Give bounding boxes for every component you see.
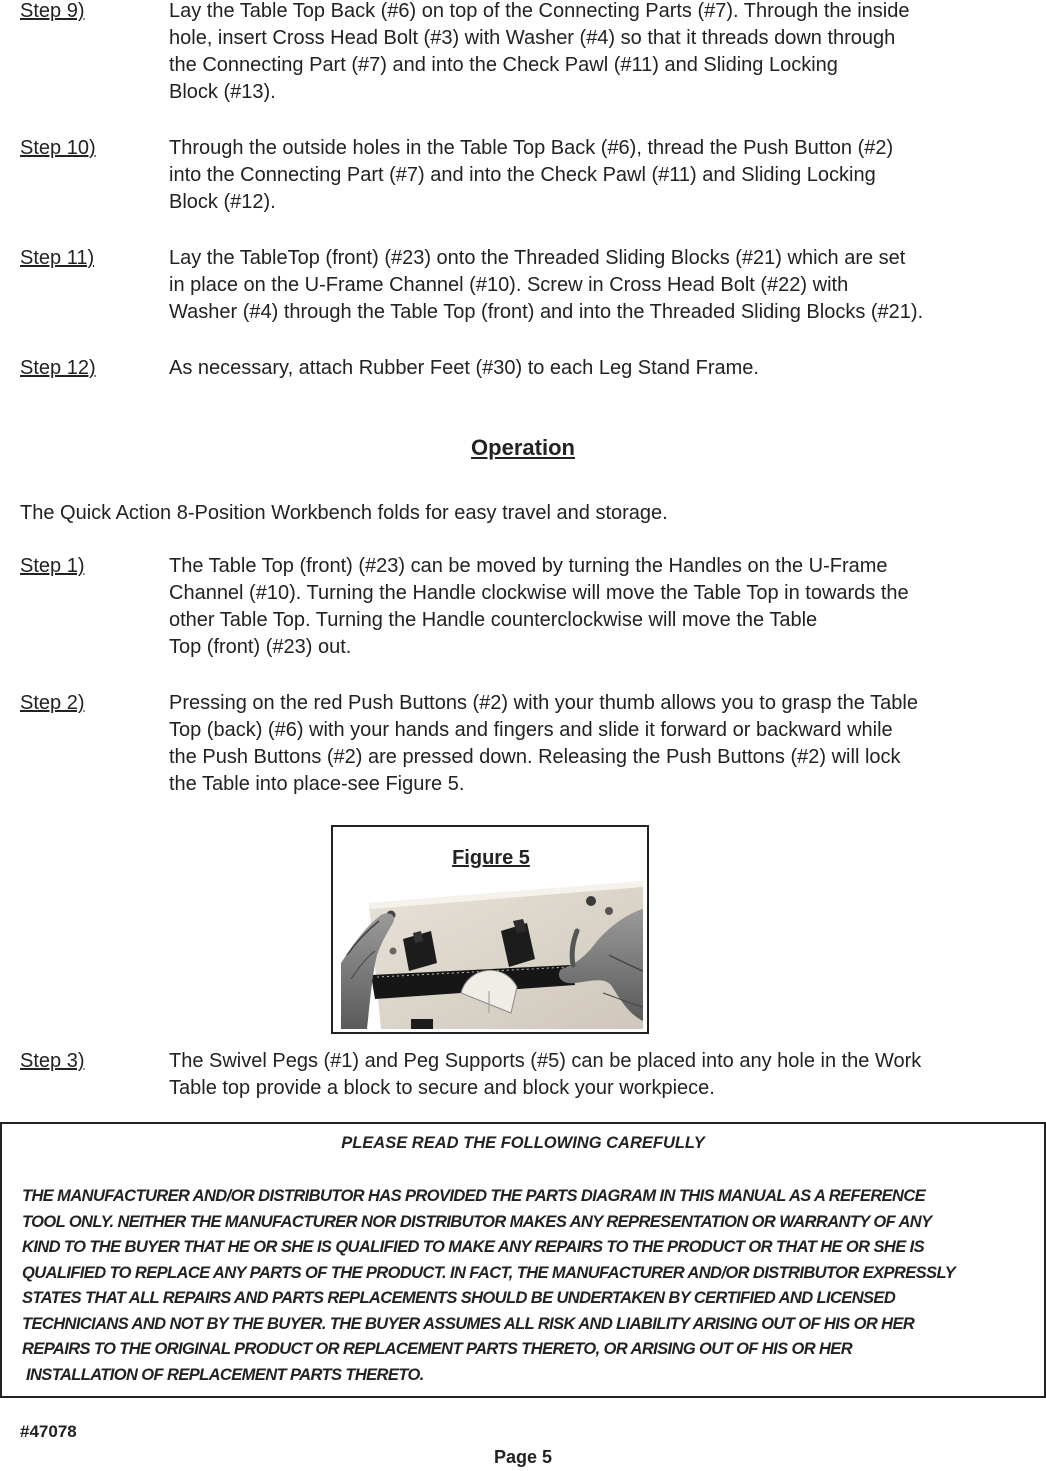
notice-line: REPAIRS TO THE ORIGINAL PRODUCT OR REPLACEMENT PARTS THERETO, OR ARISING OUT OF HIS OR HER [22, 1340, 853, 1358]
notice-line: INSTALLATION OF REPLACEMENT PARTS THERETO. [22, 1365, 424, 1384]
step-label: Step 12) [20, 357, 96, 379]
step-line: the Push Buttons (#2) are pressed down. Releasing the Push Buttons (#2) will lock [169, 746, 901, 768]
figure-5 [331, 825, 649, 1034]
step-line: As necessary, attach Rubber Feet (#30) to each Leg Stand Frame. [169, 357, 759, 379]
notice-line: TOOL ONLY. NEITHER THE MANUFACTURER NOR DISTRIBUTOR MAKES ANY REPRESENTATION OR WARRANTY OF ANY [22, 1212, 932, 1231]
step-line: Top (front) (#23) out. [169, 636, 352, 658]
notice-title: PLEASE READ THE FOLLOWING CAREFULLY [341, 1134, 705, 1152]
step-line: other Table Top. Turning the Handle counterclockwise will move the Table [169, 609, 818, 631]
step-line: Top (back) (#6) with your hands and fingers and slide it forward or backward while [169, 719, 893, 741]
operation-intro: The Quick Action 8-Position Workbench folds for easy travel and storage. [20, 502, 668, 524]
step-label: Step 2) [20, 692, 85, 714]
workbench-photo [341, 881, 643, 1029]
step-label: Step 9) [20, 0, 85, 22]
figure-title: Figure 5 [452, 847, 530, 869]
step-line: Lay the TableTop (front) (#23) onto the Threaded Sliding Blocks (#21) which are set [169, 247, 906, 269]
step-text [169, 1048, 1039, 1102]
notice-line: QUALIFIED TO REPLACE ANY PARTS OF THE PRODUCT. IN FACT, THE MANUFACTURER AND/OR DISTRIBUTOR EXPRESSLY [22, 1263, 956, 1282]
step-line: Block (#12). [169, 191, 276, 213]
step-text [169, 690, 1039, 798]
step-line: into the Connecting Part (#7) and into the Check Pawl (#11) and Sliding Locking [169, 164, 876, 186]
step-line: Lay the Table Top Back (#6) on top of the Connecting Parts (#7). Through the inside [169, 0, 910, 22]
step-line: hole, insert Cross Head Bolt (#3) with Washer (#4) so that it threads down through [169, 27, 896, 49]
step-text [169, 245, 1039, 326]
step-line: Washer (#4) through the Table Top (front) and into the Threaded Sliding Blocks (#21). [169, 301, 924, 323]
step-label: Step 1) [20, 555, 85, 577]
notice-line: KIND TO THE BUYER THAT HE OR SHE IS QUALIFIED TO MAKE ANY REPAIRS TO THE PRODUCT OR THAT HE OR SHE IS [22, 1238, 924, 1256]
part-number: #47078 [20, 1422, 77, 1441]
step-line: The Table Top (front) (#23) can be moved by turning the Handles on the U-Frame [169, 555, 888, 577]
step-line: Channel (#10). Turning the Handle clockwise will move the Table Top in towards the [169, 582, 909, 604]
disclaimer-notice [0, 1122, 1046, 1398]
step-label: Step 11) [20, 247, 95, 269]
notice-body [22, 1184, 955, 1388]
step-line: Through the outside holes in the Table Top Back (#6), thread the Push Button (#2) [169, 137, 894, 159]
step-text [169, 355, 1039, 382]
step-label: Step 10) [20, 137, 96, 159]
step-text [169, 0, 1039, 106]
step-label: Step 3) [20, 1050, 85, 1072]
step-line: The Swivel Pegs (#1) and Peg Supports (#5) can be placed into any hole in the Work [169, 1050, 922, 1072]
step-line: Pressing on the red Push Buttons (#2) with your thumb allows you to grasp the Table [169, 692, 918, 714]
operation-heading: Operation [471, 435, 575, 460]
step-text [169, 553, 1039, 661]
step-line: the Table into place-see Figure 5. [169, 773, 465, 795]
step-line: the Connecting Part (#7) and into the Check Pawl (#11) and Sliding Locking [169, 54, 838, 76]
notice-line: TECHNICIANS AND NOT BY THE BUYER. THE BUYER ASSUMES ALL RISK AND LIABILITY ARISING OUT OF HIS OR HER [22, 1314, 915, 1333]
notice-line: THE MANUFACTURER AND/OR DISTRIBUTOR HAS PROVIDED THE PARTS DIAGRAM IN THIS MANUAL AS A REFERENCE [22, 1187, 926, 1205]
page-number: Page 5 [493, 1447, 553, 1467]
step-line: in place on the U-Frame Channel (#10). Screw in Cross Head Bolt (#22) with [169, 274, 849, 296]
notice-line: STATES THAT ALL REPAIRS AND PARTS REPLACEMENTS SHOULD BE UNDERTAKEN BY CERTIFIED AND LICENSED [22, 1289, 896, 1307]
step-line: Block (#13). [169, 81, 276, 103]
step-text [169, 135, 1039, 216]
step-line: Table top provide a block to secure and block your workpiece. [169, 1077, 715, 1099]
